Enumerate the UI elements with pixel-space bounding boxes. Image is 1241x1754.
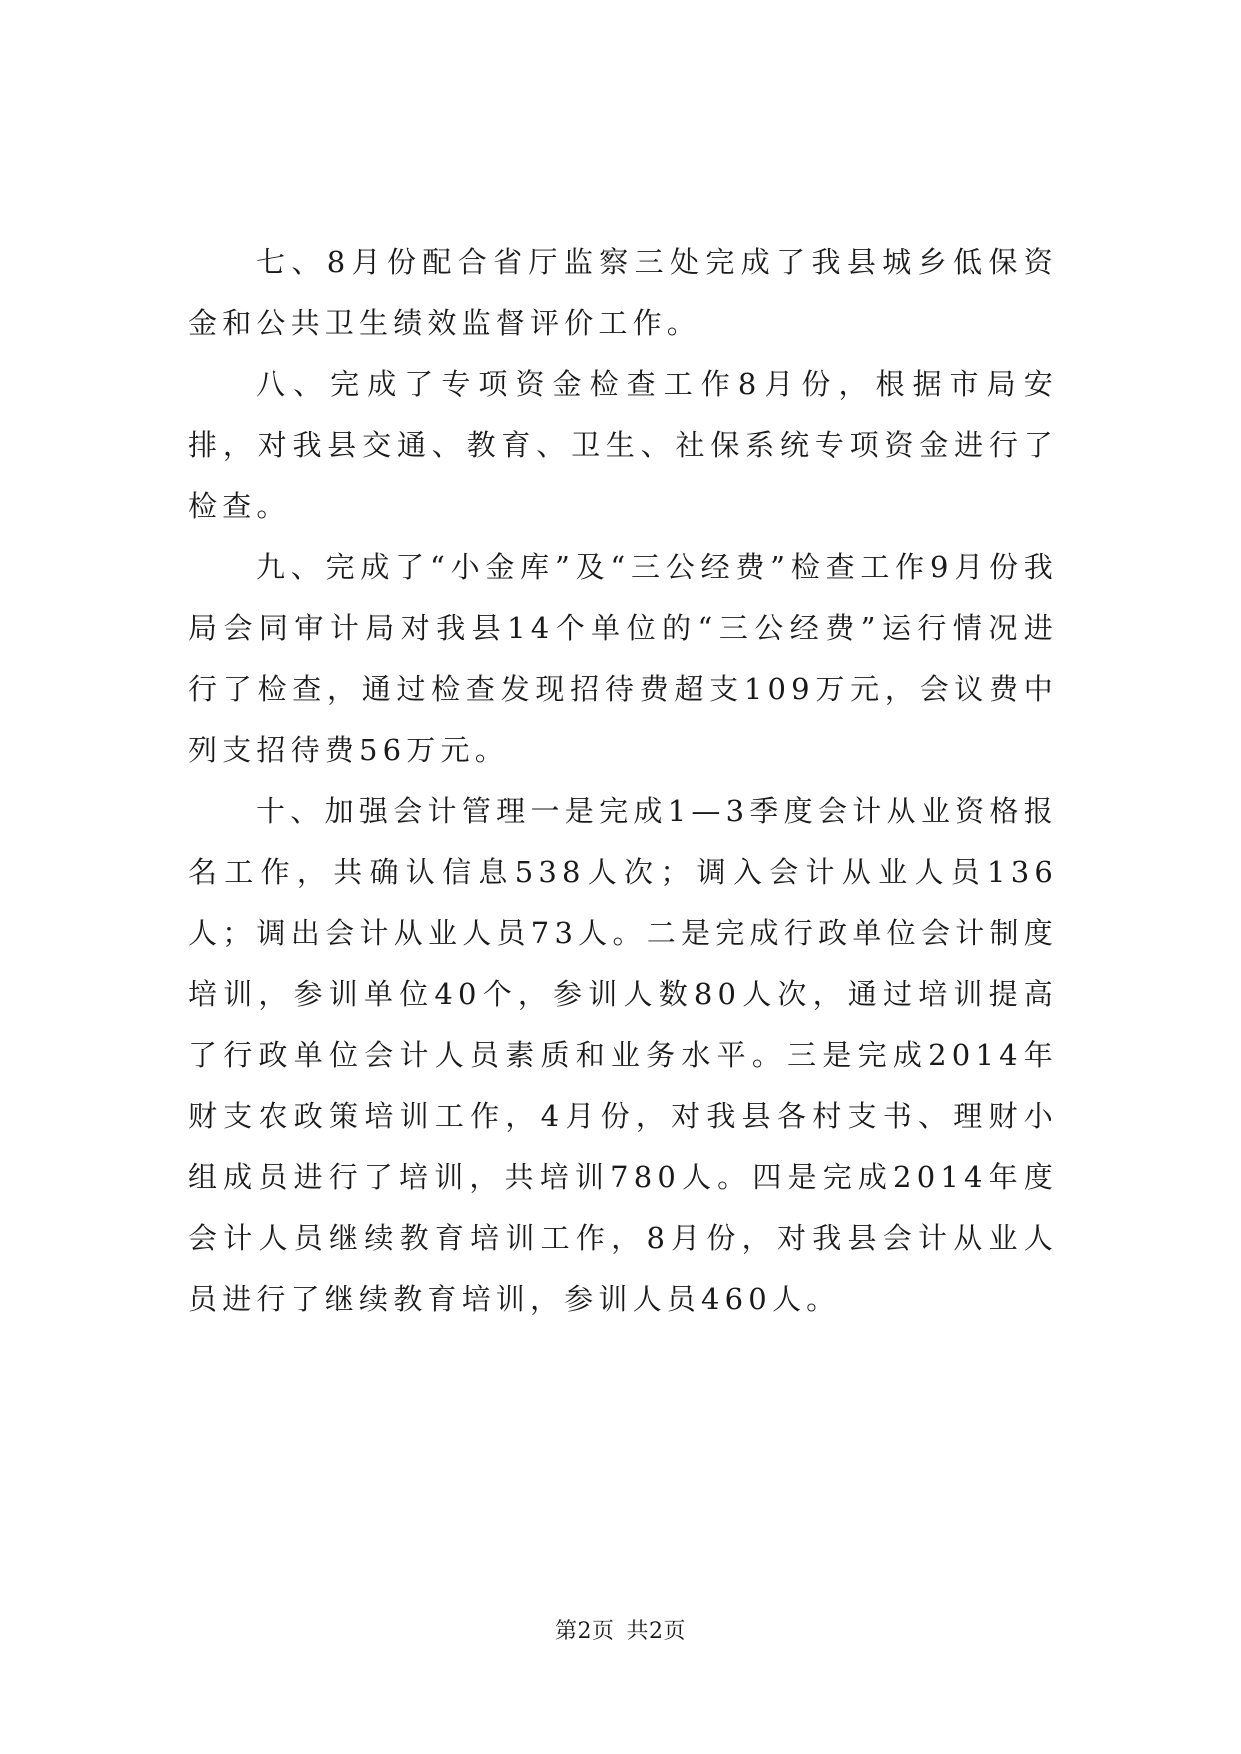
page-number: 第2页	[555, 1619, 615, 1644]
page-total: 共2页	[626, 1619, 686, 1644]
paragraph-nine: 九、完成了“小金库”及“三公经费”检查工作9月份我局会同审计局对我县14个单位的“三公经费”运行情况进行了检查，通过检查发现招待费超支109万元，会议费中列支招待费56万元。	[188, 550, 1058, 767]
document-body	[188, 232, 1058, 1330]
paragraph-ten: 十、加强会计管理一是完成1—3季度会计从业资格报名工作，共确认信息538人次；调入会计从业人员136人；调出会计从业人员73人。二是完成行政单位会计制度培训，参训单位40个，参训人数80人次，通过培训提高了行政单位会计人员素质和业务水平。三是完成2014年财支农政策培训工作，4月份，对我县各村支书、理财小组成员进行了培训，共培训780人。四是完成2014年度会计人员继续教育培训工作，8月份，对我县会计从业人员进行了继续教育培训，参训人员460人。	[188, 794, 1058, 1316]
paragraph-seven: 七、8月份配合省厅监察三处完成了我县城乡低保资金和公共卫生绩效监督评价工作。	[188, 245, 1058, 340]
page-footer	[0, 1618, 1241, 1646]
paragraph-eight: 八、完成了专项资金检查工作8月份，根据市局安排，对我县交通、教育、卫生、社保系统专项资金进行了检查。	[188, 367, 1058, 523]
